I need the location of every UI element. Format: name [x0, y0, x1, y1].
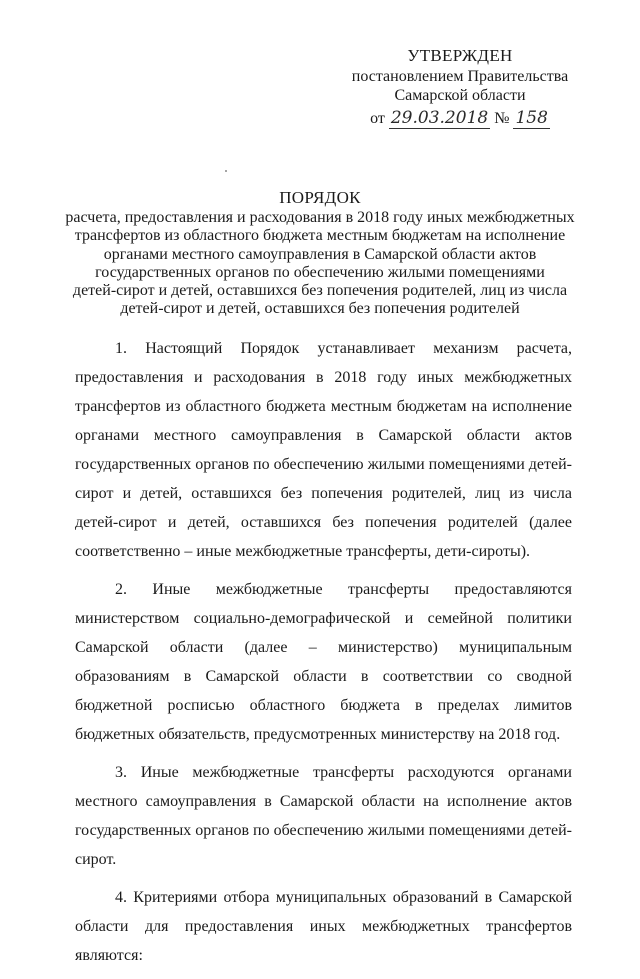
- heading-line: органами местного самоуправления в Самарской области актов: [103, 245, 537, 263]
- approval-date-line: [330, 109, 590, 128]
- approval-number: 158: [515, 108, 548, 128]
- paragraph-3: 3. Иные межбюджетные трансферты расходуются органами местного самоуправления в Самарской области на исполнение актов государственных органов по обеспечению жилыми помещениями детей-сирот.: [75, 764, 572, 868]
- from-label: от: [370, 110, 385, 127]
- approval-line-1: постановлением Правительства: [351, 68, 569, 85]
- paragraph-4: 4. Критериями отбора муниципальных образований в Самарской области для предоставления иных межбюджетных трансфертов являются:: [75, 889, 572, 964]
- document-heading: [60, 189, 580, 318]
- scan-speck: [225, 170, 227, 172]
- approval-line-2: Самарской области: [394, 87, 526, 104]
- approval-date: 29.03.2018: [390, 108, 489, 128]
- approval-title: УТВЕРЖДЕН: [407, 46, 513, 65]
- heading-line: расчета, предоставления и расходования в 2018 году иных межбюджетных: [65, 209, 575, 227]
- number-label: №: [494, 110, 510, 127]
- document-body: [75, 334, 572, 979]
- approval-stamp: [330, 46, 590, 128]
- document-title: ПОРЯДОК: [279, 188, 361, 207]
- heading-line: трансфертов из областного бюджета местным бюджетам на исполнение: [74, 227, 566, 245]
- paragraph-2: 2. Иные межбюджетные трансферты предоставляются министерством социально-демографической и семейной политики Самарской области (далее – министерство) муниципальным образованиям в Самарской области в соответствии со сводной бюджетной росписью областного бюджета в пределах лимитов бюджетных обязательств, предусмотренных министерству на 2018 год.: [75, 581, 572, 743]
- heading-line: государственных органов по обеспечению жилыми помещениями: [95, 263, 545, 281]
- heading-line: детей-сирот и детей, оставшихся без попечения родителей: [120, 300, 520, 318]
- paragraph-1: 1. Настоящий Порядок устанавливает механизм расчета, предоставления и расходования в 2018 году иных межбюджетных трансфертов из областного бюджета местным бюджетам на исполнение органами местного самоуправления в Самарской области актов государственных органов по обеспечению жилыми помещениями детей-сирот и детей, оставшихся без попечения родителей, лиц из числа детей-сирот и детей, оставшихся без попечения родителей (далее соответственно – иные межбюджетные трансферты, дети-сироты).: [75, 340, 572, 560]
- heading-line: детей-сирот и детей, оставшихся без попечения родителей, лиц из числа: [72, 282, 568, 300]
